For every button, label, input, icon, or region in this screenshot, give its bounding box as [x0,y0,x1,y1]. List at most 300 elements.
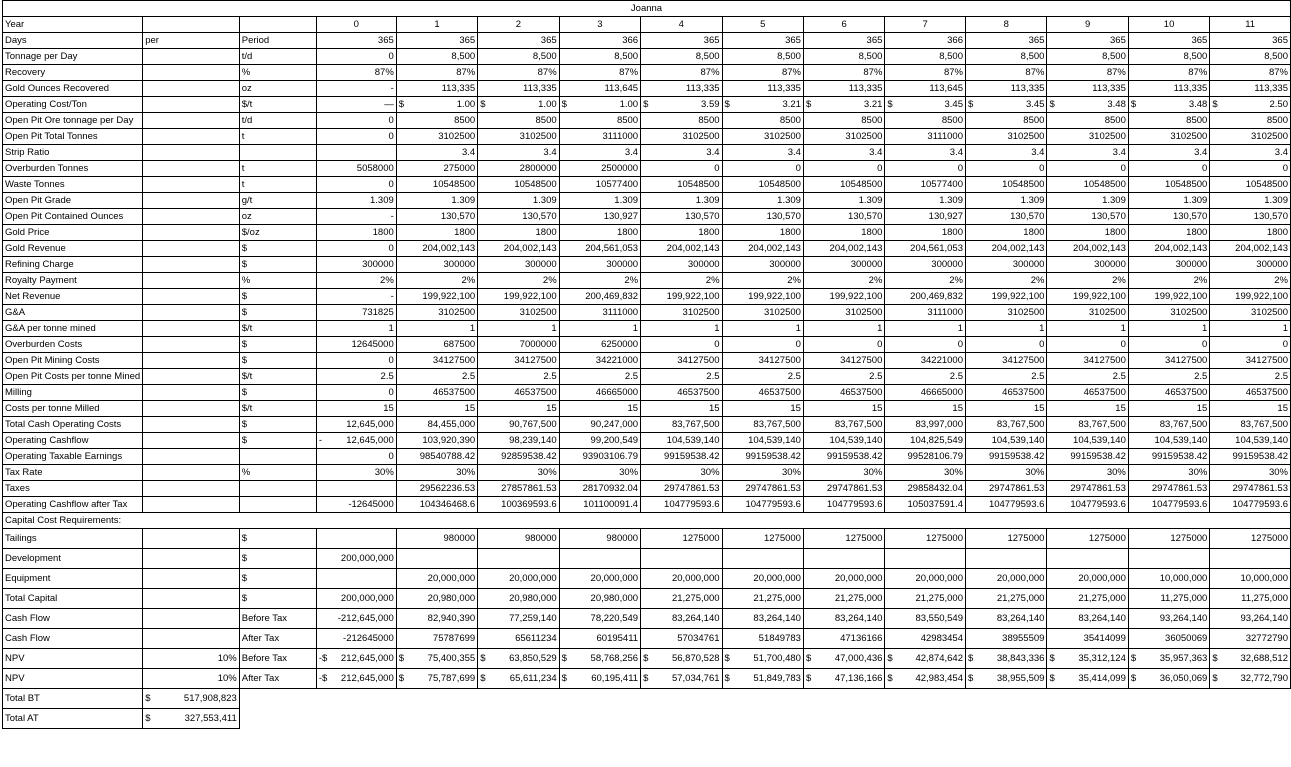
cell-year-8[interactable] [966,97,1047,113]
row-label[interactable]: Waste Tonnes [3,177,143,193]
cell-year-4[interactable]: 1.309 [641,193,722,209]
cell-year-0[interactable]: 87% [316,65,396,81]
row-label-extra[interactable] [143,337,240,353]
cell-year-2[interactable]: 3102500 [478,129,559,145]
cell-year-1[interactable]: 103,920,390 [396,433,477,449]
cell-year-2[interactable] [478,549,559,569]
cell-year-0[interactable]: 1800 [316,225,396,241]
cell-year-11[interactable]: 1.309 [1210,193,1291,209]
cell-year-7[interactable]: 105037591.4 [885,497,966,513]
cell-year-6[interactable]: 1275000 [803,529,884,549]
cell-year-8[interactable]: 20,000,000 [966,569,1047,589]
cell-year-9[interactable]: 130,570 [1047,209,1128,225]
row-unit[interactable]: Before Tax [239,609,316,629]
cell-year-10[interactable] [1128,649,1209,669]
cell-year-1[interactable]: 87% [396,65,477,81]
cell-year-11[interactable]: 2% [1210,273,1291,289]
cell-year-8[interactable] [966,549,1047,569]
cell-year-0[interactable]: 365 [316,33,396,49]
row-label[interactable]: Tailings [3,529,143,549]
cell-year-8[interactable]: 21,275,000 [966,589,1047,609]
cell-year-3[interactable]: 366 [559,33,640,49]
cell-year-4[interactable]: 10548500 [641,177,722,193]
cell-year-1[interactable]: 3102500 [396,305,477,321]
cell-year-10[interactable]: 83,767,500 [1128,417,1209,433]
cell-year-3[interactable]: 8500 [559,113,640,129]
cell-year-4[interactable]: 2.5 [641,369,722,385]
cell-year-10[interactable] [1128,669,1209,689]
cell-year-8[interactable]: 87% [966,65,1047,81]
cell-year-2[interactable]: 130,570 [478,209,559,225]
row-unit[interactable]: $/oz [239,225,316,241]
cell-year-3[interactable]: 1.309 [559,193,640,209]
row-unit[interactable]: $ [239,241,316,257]
row-unit[interactable]: $/t [239,321,316,337]
cell-year-7[interactable]: 3.4 [885,145,966,161]
cell-year-1[interactable]: 113,335 [396,81,477,97]
cell-year-1[interactable]: 1.309 [396,193,477,209]
cell-year-4[interactable]: 1800 [641,225,722,241]
cell-year-10[interactable]: 104779593.6 [1128,497,1209,513]
cell-year-0[interactable]: 12,645,000 [316,417,396,433]
cell-year-1[interactable]: 365 [396,33,477,49]
cell-year-5[interactable]: 29747861.53 [722,481,803,497]
cell-year-2[interactable]: 3102500 [478,305,559,321]
cell-year-3[interactable]: 3111000 [559,305,640,321]
cell-year-3[interactable]: 8,500 [559,49,640,65]
cell-year-8[interactable]: 10548500 [966,177,1047,193]
cell-year-0[interactable]: 200,000,000 [316,589,396,609]
cell-year-1[interactable] [396,669,477,689]
cell-year-10[interactable]: 30% [1128,465,1209,481]
cell-year-10[interactable]: 2% [1128,273,1209,289]
cell-year-6[interactable]: 2% [803,273,884,289]
cell-year-1[interactable]: 20,000,000 [396,569,477,589]
row-unit[interactable]: $ [239,385,316,401]
cell-year-10[interactable]: 99159538.42 [1128,449,1209,465]
cell-year-2[interactable]: 27857861.53 [478,481,559,497]
cell-year-4[interactable]: 113,335 [641,81,722,97]
cell-year-1[interactable]: 130,570 [396,209,477,225]
cell-year-10[interactable]: 8500 [1128,113,1209,129]
cell-year-0[interactable]: 0 [316,129,396,145]
cell-year-11[interactable]: 1800 [1210,225,1291,241]
cell-year-0[interactable]: 15 [316,401,396,417]
cell-year-9[interactable]: 8500 [1047,113,1128,129]
cell-year-8[interactable]: 0 [966,161,1047,177]
cell-year-2[interactable]: 3.4 [478,145,559,161]
cell-year-0[interactable]: -12645000 [316,497,396,513]
cell-year-7[interactable]: 204,561,053 [885,241,966,257]
row-unit[interactable] [239,497,316,513]
row-label-extra[interactable] [143,609,240,629]
cell-year-7[interactable]: 3111000 [885,305,966,321]
cell-year-10[interactable]: 10,000,000 [1128,569,1209,589]
cell-year-11[interactable]: 1 [1210,321,1291,337]
cell-year-8[interactable]: 29747861.53 [966,481,1047,497]
cell-year-4[interactable]: 0 [641,337,722,353]
cell-year-3[interactable]: 10577400 [559,177,640,193]
row-label-extra[interactable] [143,65,240,81]
cell-year-8[interactable]: 8,500 [966,49,1047,65]
cell-year-2[interactable]: 100369593.6 [478,497,559,513]
cell-year-4[interactable]: 4 [641,17,722,33]
cell-year-0[interactable]: - [316,209,396,225]
cell-year-8[interactable]: 2% [966,273,1047,289]
cell-year-5[interactable]: 0 [722,161,803,177]
cell-year-2[interactable]: 1 [478,321,559,337]
cell-year-7[interactable]: 1800 [885,225,966,241]
cell-year-10[interactable]: 8,500 [1128,49,1209,65]
row-label[interactable]: Overburden Tonnes [3,161,143,177]
cell-year-9[interactable]: 3102500 [1047,305,1128,321]
row-label[interactable]: NPV [3,649,143,669]
cell-year-5[interactable] [722,669,803,689]
cell-year-6[interactable]: 365 [803,33,884,49]
cell-year-5[interactable]: 83,767,500 [722,417,803,433]
cell-year-8[interactable]: 3.4 [966,145,1047,161]
cell-year-10[interactable]: 46537500 [1128,385,1209,401]
cell-year-9[interactable]: 21,275,000 [1047,589,1128,609]
cell-year-5[interactable]: 30% [722,465,803,481]
cell-year-4[interactable]: 20,000,000 [641,569,722,589]
row-label-extra[interactable] [143,209,240,225]
cell-year-11[interactable] [1210,649,1291,669]
cell-year-9[interactable]: 8,500 [1047,49,1128,65]
cell-year-2[interactable]: 90,767,500 [478,417,559,433]
row-label[interactable]: Open Pit Costs per tonne Mined [3,369,143,385]
cell-year-11[interactable]: 11,275,000 [1210,589,1291,609]
cell-year-5[interactable]: 3102500 [722,305,803,321]
row-label[interactable]: Days [3,33,143,49]
cell-year-10[interactable]: 29747861.53 [1128,481,1209,497]
cell-year-3[interactable]: 2500000 [559,161,640,177]
cell-year-4[interactable]: 130,570 [641,209,722,225]
row-label[interactable]: Gold Ounces Recovered [3,81,143,97]
cell-year-1[interactable]: 687500 [396,337,477,353]
cell-year-5[interactable]: 20,000,000 [722,569,803,589]
cell-year-1[interactable]: 199,922,100 [396,289,477,305]
cell-year-4[interactable]: 83,264,140 [641,609,722,629]
cell-year-10[interactable]: 1.309 [1128,193,1209,209]
cell-year-2[interactable]: 77,259,140 [478,609,559,629]
cell-year-9[interactable]: 30% [1047,465,1128,481]
cell-year-5[interactable]: 3.4 [722,145,803,161]
cell-year-11[interactable]: 3.4 [1210,145,1291,161]
cell-year-0[interactable]: 0 [316,449,396,465]
cell-year-0[interactable]: 200,000,000 [316,549,396,569]
row-label-extra[interactable] [143,161,240,177]
row-label-extra[interactable] [143,569,240,589]
total-label[interactable]: Total AT [3,709,143,729]
cell-year-5[interactable]: 1 [722,321,803,337]
cell-year-5[interactable]: 104,539,140 [722,433,803,449]
row-unit[interactable]: $/t [239,401,316,417]
cell-year-2[interactable]: 46537500 [478,385,559,401]
cell-year-1[interactable]: 980000 [396,529,477,549]
cell-year-7[interactable]: 8500 [885,113,966,129]
cell-year-3[interactable]: 3 [559,17,640,33]
row-label[interactable]: Open Pit Total Tonnes [3,129,143,145]
cell-year-2[interactable]: 8,500 [478,49,559,65]
cell-year-8[interactable]: 38955509 [966,629,1047,649]
row-label-extra[interactable]: 10% [143,649,240,669]
cell-year-5[interactable]: 15 [722,401,803,417]
cell-year-10[interactable]: 204,002,143 [1128,241,1209,257]
cell-year-10[interactable]: 15 [1128,401,1209,417]
cell-year-3[interactable] [559,97,640,113]
cell-year-4[interactable]: 104,539,140 [641,433,722,449]
cell-year-3[interactable]: 113,645 [559,81,640,97]
cell-year-1[interactable]: 29562236.53 [396,481,477,497]
cell-year-11[interactable]: 0 [1210,337,1291,353]
cell-year-11[interactable]: 300000 [1210,257,1291,273]
row-label-extra[interactable] [143,549,240,569]
cell-year-6[interactable]: 20,000,000 [803,569,884,589]
cell-year-8[interactable]: 99159538.42 [966,449,1047,465]
cell-year-10[interactable]: 93,264,140 [1128,609,1209,629]
cell-year-3[interactable]: 1 [559,321,640,337]
cell-year-0[interactable]: 0 [316,113,396,129]
cell-year-8[interactable]: 365 [966,33,1047,49]
cell-year-6[interactable]: 3102500 [803,305,884,321]
cell-year-8[interactable]: 1.309 [966,193,1047,209]
cell-year-6[interactable]: 3102500 [803,129,884,145]
cell-year-6[interactable]: 83,264,140 [803,609,884,629]
cell-year-1[interactable]: 98540788.42 [396,449,477,465]
cell-year-3[interactable]: 20,980,000 [559,589,640,609]
cell-year-11[interactable]: 2.5 [1210,369,1291,385]
row-unit[interactable]: $ [239,589,316,609]
cell-year-11[interactable]: 365 [1210,33,1291,49]
cell-year-5[interactable]: 1.309 [722,193,803,209]
row-label[interactable]: Taxes [3,481,143,497]
cell-year-9[interactable]: 34127500 [1047,353,1128,369]
cell-year-2[interactable]: 204,002,143 [478,241,559,257]
cell-year-3[interactable]: 980000 [559,529,640,549]
row-label[interactable]: Cash Flow [3,609,143,629]
row-label-extra[interactable] [143,273,240,289]
cell-year-3[interactable]: 3111000 [559,129,640,145]
cell-year-1[interactable]: 46537500 [396,385,477,401]
row-label-extra[interactable] [143,353,240,369]
cell-year-11[interactable]: 87% [1210,65,1291,81]
cell-year-6[interactable]: 29747861.53 [803,481,884,497]
row-label-extra[interactable] [143,465,240,481]
cell-year-9[interactable]: 0 [1047,161,1128,177]
cell-year-11[interactable] [1210,549,1291,569]
cell-year-10[interactable]: 11,275,000 [1128,589,1209,609]
cell-year-6[interactable]: 1 [803,321,884,337]
row-label-extra[interactable] [143,305,240,321]
row-label[interactable]: Open Pit Ore tonnage per Day [3,113,143,129]
cell-year-7[interactable]: 7 [885,17,966,33]
row-label[interactable]: Gold Revenue [3,241,143,257]
row-label-extra[interactable] [143,385,240,401]
cell-year-2[interactable]: 113,335 [478,81,559,97]
cell-year-11[interactable]: 8500 [1210,113,1291,129]
row-label-extra[interactable] [143,225,240,241]
cell-year-3[interactable]: 90,247,000 [559,417,640,433]
cell-year-11[interactable]: 10,000,000 [1210,569,1291,589]
cell-year-0[interactable]: 0 [316,177,396,193]
cell-year-1[interactable] [396,549,477,569]
cell-year-10[interactable]: 300000 [1128,257,1209,273]
cell-year-9[interactable]: 0 [1047,337,1128,353]
cell-year-8[interactable]: 104779593.6 [966,497,1047,513]
row-label-extra[interactable] [143,145,240,161]
row-unit[interactable]: oz [239,209,316,225]
cell-year-8[interactable]: 199,922,100 [966,289,1047,305]
cell-year-10[interactable]: 34127500 [1128,353,1209,369]
cell-year-4[interactable]: 199,922,100 [641,289,722,305]
row-label-extra[interactable] [143,241,240,257]
cell-year-0[interactable]: 0 [316,241,396,257]
cell-year-0[interactable]: 731825 [316,305,396,321]
cell-year-3[interactable]: 2.5 [559,369,640,385]
cell-year-7[interactable]: 3111000 [885,129,966,145]
cell-year-3[interactable]: 2% [559,273,640,289]
total-label[interactable]: Total BT [3,689,143,709]
cell-year-11[interactable] [1210,669,1291,689]
cell-year-7[interactable]: 87% [885,65,966,81]
row-unit[interactable]: % [239,465,316,481]
cell-year-10[interactable] [1128,549,1209,569]
cell-year-7[interactable]: 15 [885,401,966,417]
cell-year-7[interactable]: 130,927 [885,209,966,225]
cell-year-2[interactable]: 15 [478,401,559,417]
cell-year-3[interactable]: 200,469,832 [559,289,640,305]
cell-year-11[interactable]: 104,539,140 [1210,433,1291,449]
cell-year-9[interactable]: 15 [1047,401,1128,417]
cell-year-7[interactable]: 99528106.79 [885,449,966,465]
cell-year-7[interactable]: 46665000 [885,385,966,401]
cell-year-4[interactable]: 300000 [641,257,722,273]
cell-year-1[interactable]: 10548500 [396,177,477,193]
cell-year-0[interactable]: -212645000 [316,629,396,649]
cell-year-9[interactable]: 1 [1047,321,1128,337]
cell-year-0[interactable] [316,481,396,497]
cell-year-8[interactable]: 300000 [966,257,1047,273]
cell-year-3[interactable]: 1800 [559,225,640,241]
cell-year-7[interactable]: 366 [885,33,966,49]
cell-year-5[interactable]: 5 [722,17,803,33]
row-label[interactable]: Operating Taxable Earnings [3,449,143,465]
row-label-extra[interactable]: 10% [143,669,240,689]
row-label-extra[interactable] [143,589,240,609]
cell-year-0[interactable]: 0 [316,385,396,401]
cell-year-11[interactable]: 8,500 [1210,49,1291,65]
cell-year-3[interactable]: 15 [559,401,640,417]
cell-year-2[interactable]: 30% [478,465,559,481]
row-label[interactable]: Equipment [3,569,143,589]
cell-year-11[interactable]: 83,767,500 [1210,417,1291,433]
cell-year-2[interactable]: 20,000,000 [478,569,559,589]
row-label-extra[interactable] [143,401,240,417]
cell-year-2[interactable]: 980000 [478,529,559,549]
row-unit[interactable]: $ [239,353,316,369]
cell-year-4[interactable]: 2% [641,273,722,289]
cell-year-4[interactable]: 15 [641,401,722,417]
cell-year-9[interactable]: 204,002,143 [1047,241,1128,257]
row-unit[interactable]: t/d [239,113,316,129]
row-label[interactable]: Net Revenue [3,289,143,305]
cell-year-4[interactable]: 99159538.42 [641,449,722,465]
cell-year-2[interactable]: 300000 [478,257,559,273]
cell-year-2[interactable]: 8500 [478,113,559,129]
cell-year-9[interactable]: 29747861.53 [1047,481,1128,497]
cell-year-9[interactable]: 2.5 [1047,369,1128,385]
row-label-extra[interactable] [143,529,240,549]
cell-year-8[interactable]: 1 [966,321,1047,337]
cell-year-1[interactable]: 2.5 [396,369,477,385]
cell-year-6[interactable]: 1800 [803,225,884,241]
cell-year-6[interactable]: 1.309 [803,193,884,209]
row-label-extra[interactable] [143,177,240,193]
cell-year-9[interactable]: 83,767,500 [1047,417,1128,433]
row-unit[interactable] [239,481,316,497]
row-unit[interactable]: $ [239,529,316,549]
cell-year-11[interactable]: 204,002,143 [1210,241,1291,257]
cell-year-7[interactable]: 1.309 [885,193,966,209]
cell-year-11[interactable]: 99159538.42 [1210,449,1291,465]
cell-year-4[interactable]: 87% [641,65,722,81]
cell-year-10[interactable]: 3102500 [1128,129,1209,145]
cell-year-5[interactable]: 2.5 [722,369,803,385]
cell-year-10[interactable]: 113,335 [1128,81,1209,97]
cell-year-3[interactable]: 30% [559,465,640,481]
row-label[interactable]: Refining Charge [3,257,143,273]
cell-year-1[interactable]: 104346468.6 [396,497,477,513]
row-unit[interactable] [239,17,316,33]
cell-year-7[interactable]: 0 [885,337,966,353]
cell-year-5[interactable]: 1800 [722,225,803,241]
row-label-extra[interactable] [143,321,240,337]
cell-year-9[interactable]: 104779593.6 [1047,497,1128,513]
cell-year-3[interactable]: 130,927 [559,209,640,225]
cell-year-5[interactable]: 0 [722,337,803,353]
cell-year-8[interactable]: 83,264,140 [966,609,1047,629]
row-label[interactable]: Open Pit Contained Ounces [3,209,143,225]
cell-year-0[interactable]: - [316,81,396,97]
cell-year-3[interactable]: 204,561,053 [559,241,640,257]
total-value[interactable] [143,689,240,709]
cell-year-10[interactable]: 1 [1128,321,1209,337]
cell-year-3[interactable]: 6250000 [559,337,640,353]
cell-year-4[interactable]: 57034761 [641,629,722,649]
row-unit[interactable]: $ [239,337,316,353]
cell-year-10[interactable]: 130,570 [1128,209,1209,225]
cell-year-11[interactable]: 199,922,100 [1210,289,1291,305]
row-unit[interactable]: $ [239,257,316,273]
cell-year-1[interactable]: 8500 [396,113,477,129]
cell-year-8[interactable]: 3102500 [966,305,1047,321]
cell-year-5[interactable]: 2% [722,273,803,289]
cell-year-8[interactable]: 8500 [966,113,1047,129]
cell-year-2[interactable] [478,669,559,689]
cell-year-6[interactable] [803,649,884,669]
cell-year-0[interactable]: — [316,97,396,113]
cell-year-8[interactable] [966,669,1047,689]
row-label-extra[interactable] [143,193,240,209]
cell-year-6[interactable]: 99159538.42 [803,449,884,465]
cell-year-2[interactable]: 2800000 [478,161,559,177]
cell-year-6[interactable]: 83,767,500 [803,417,884,433]
cell-year-6[interactable]: 130,570 [803,209,884,225]
cell-year-10[interactable]: 3.4 [1128,145,1209,161]
cell-year-3[interactable]: 87% [559,65,640,81]
cell-year-3[interactable] [559,549,640,569]
